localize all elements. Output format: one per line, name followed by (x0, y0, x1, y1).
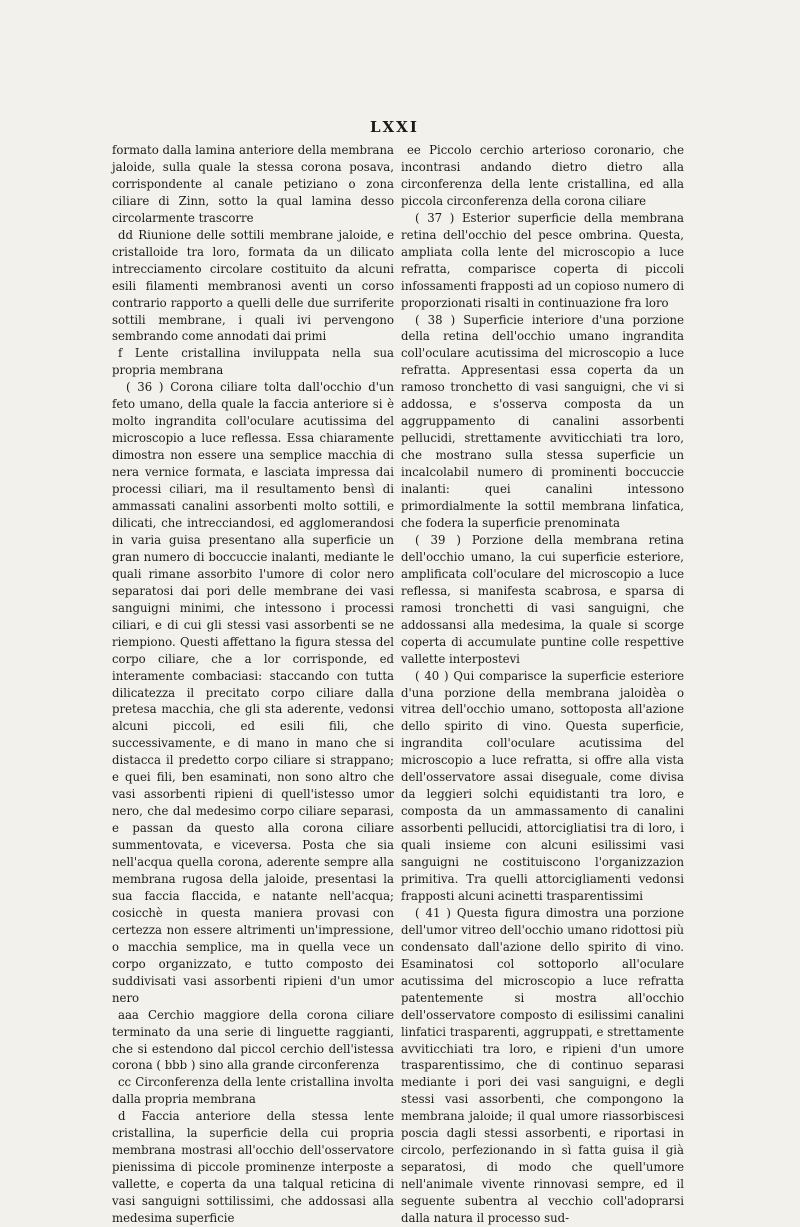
paragraph: f Lente cristallina inviluppata nella sua propria membrana (112, 346, 394, 378)
paragraph: ( 36 ) Corona ciliare tolta dall'occhio d'un feto umano, della quale la faccia anteriore si è molto ingrandita coll'oculare acutissima del microscopio a luce reflessa. Essa chiaramente dimostra non essere una semplice macchia di nera vernice formata, e lasciata impressa dai processi ciliari, ma il resultamento bensì di ammassati canalini assorbenti molto sottili, e dilicati, che intrecciandosi, ed agglomerandosi in varia guisa presentano alla superficie un gran numero di boccuccie inalanti, mediante le quali rimane assorbito l'umore di color nero separatosi dai pori delle membrane dei vasi sanguigni minimi, che intessono i processi ciliari, e di cui gli stessi vasi assorbenti se ne riempiono. Questi affettano la figura stessa del corpo ciliare, che a lor corrisponde, ed interamente combaciasi: staccando con tutta dilicatezza il precitato corpo ciliare dalla pretesa macchia, che gli sta aderente, vedonsi alcuni piccoli, ed esili fili, che successivamente, e di mano in mano che si distacca il predetto corpo ciliare si strappano; e quei fili, ben esaminati, non sono altro che vasi assorbenti ripieni di quell'istesso umor nero, che dal medesimo corpo ciliare separasi, e passan da questo alla corona ciliare summentovata, e viceversa. Posta che sia nell'acqua quella corona, aderente sempre alla membrana rugosa della jaloide, presentasi la sua faccia flaccida, e natante nell'acqua; cosicchè in questa maniera provasi con certezza non essere altrimenti un'impressione, o macchia semplice, ma in quella vece un corpo organizzato, e tutto composto dei suddivisati vasi assorbenti ripieni d'un umor nero (112, 380, 394, 1005)
paragraph: ( 40 ) Qui comparisce la superficie esteriore d'una porzione della membrana jaloidèa o vitrea dell'occhio umano, sottoposta all'azione dello spirito di vino. Questa superficie, ingrandita coll'oculare acutissima del microscopio a luce refratta, si offre alla vista dell'osservatore assai diseguale, come divisa da leggieri solchi equidistanti tra loro, e composta da un ammassamento di canalini assorbenti pellucidi, attorcigliatisi tra di loro, i quali insieme con alcuni esilissimi vasi sanguigni ne costituiscono l'organizzazion primitiva. Tra quelli attorcigliamenti vedonsi frapposti alcuni acinetti trasparentissimi (401, 668, 684, 903)
paragraph: ( 39 ) Porzione della membrana retina dell'occhio umano, la cui superficie esteriore, amplificata coll'oculare del microscopio a luce reflessa, si manifesta scabrosa, e sparsa di ramosi tronchetti di vasi sanguigni, che addossansi alla medesima, la quale si scorge coperta di accumulate puntine colle respettive vallette interpostevi (401, 532, 684, 666)
paragraph: cc Circonferenza della lente cristallina involta dalla propria membrana (112, 1075, 394, 1107)
paragraph: ( 38 ) Superficie interiore d'una porzione della retina dell'occhio umano ingrandita coll'oculare acutissima del microscopio a luce refratta. Appresentasi essa coperta da un ramoso tronchetto di vasi sanguigni, che vi si addossa, e s'osserva composta da un aggruppamento di canalini assorbenti pellucidi, strettamente avviticchiati tra loro, che mostrano sulla stessa superficie un incalcolabil numero di prominenti boccuccie inalanti: quei canalini intessono primordialmente la sottil membrana linfatica, che fodera la superficie prenominata (401, 312, 684, 530)
left-text-column (112, 142, 394, 1227)
page-number: LXXI (370, 118, 419, 136)
paragraph: formato dalla lamina anteriore della membrana jaloide, sulla quale la stessa corona posava, corrispondente al canale petiziano o zona ciliare di Zinn, sotto la qual lamina desso circolarmente trascorre (112, 143, 394, 225)
paragraph: ee Piccolo cerchio arterioso coronario, che incontrasi andando dietro dietro alla circonferenza della lente cristallina, ed alla piccola circonferenza della corona ciliare (401, 143, 684, 208)
paragraph: d Faccia anteriore della stessa lente cristallina, la superficie della cui propria membrana mostrasi all'occhio dell'osservatore pienissima di piccole prominenze interposte a vallette, e coperta da una talqual reticina di vasi sanguigni sottilissimi, che addossasi alla medesima superficie (112, 1109, 394, 1226)
paragraph: ( 37 ) Esterior superficie della membrana retina dell'occhio del pesce ombrina. Questa, ampliata colla lente del microscopio a luce refratta, comparisce coperta di piccoli infossamenti frapposti ad un copioso numero di proporzionati risalti in continuazione fra loro (401, 210, 684, 310)
paragraph: dd Riunione delle sottili membrane jaloide, e cristalloide tra loro, formata da un dilicato intrecciamento circolare costituito da alcuni esili filamenti membranosi aventi un corso contrario rapporto a quelli delle due surriferite sottili membrane, i quali ivi pervengono sembrando come annodati dai primi (112, 227, 394, 344)
right-text-column (401, 142, 684, 1227)
paragraph: ( 41 ) Questa figura dimostra una porzione dell'umor vitreo dell'occhio umano ridottosi più condensato dall'azione dello spirito di vino. Esaminatosi col sottoporlo all'oculare acutissima del microscopio a luce refratta patentemente si mostra all'occhio dell'osservatore composto di esilissimi canalini linfatici trasparenti, aggruppati, e strettamente avviticchiati tra loro, e ripieni d'un umore trasparentissimo, che di continuo separasi mediante i pori dei vasi sanguigni, e degli stessi vasi assorbenti, che compongono la membrana jaloide; il qual umore riassorbiscesi poscia dagli stessi assorbenti, e riportasi in circolo, perfezionando in sì fatta guisa il già separatosi, di modo che quell'umore nell'animale vivente rinnovasi sempre, ed il seguente subentra al vecchio coll'adoprarsi dalla natura il processo sud- (401, 905, 684, 1226)
paragraph: aaa Cerchio maggiore della corona ciliare terminato da una serie di linguette raggianti, che si estendono dal piccol cerchio dell'istessa corona ( bbb ) sino alla grande circonferenza (112, 1007, 394, 1073)
